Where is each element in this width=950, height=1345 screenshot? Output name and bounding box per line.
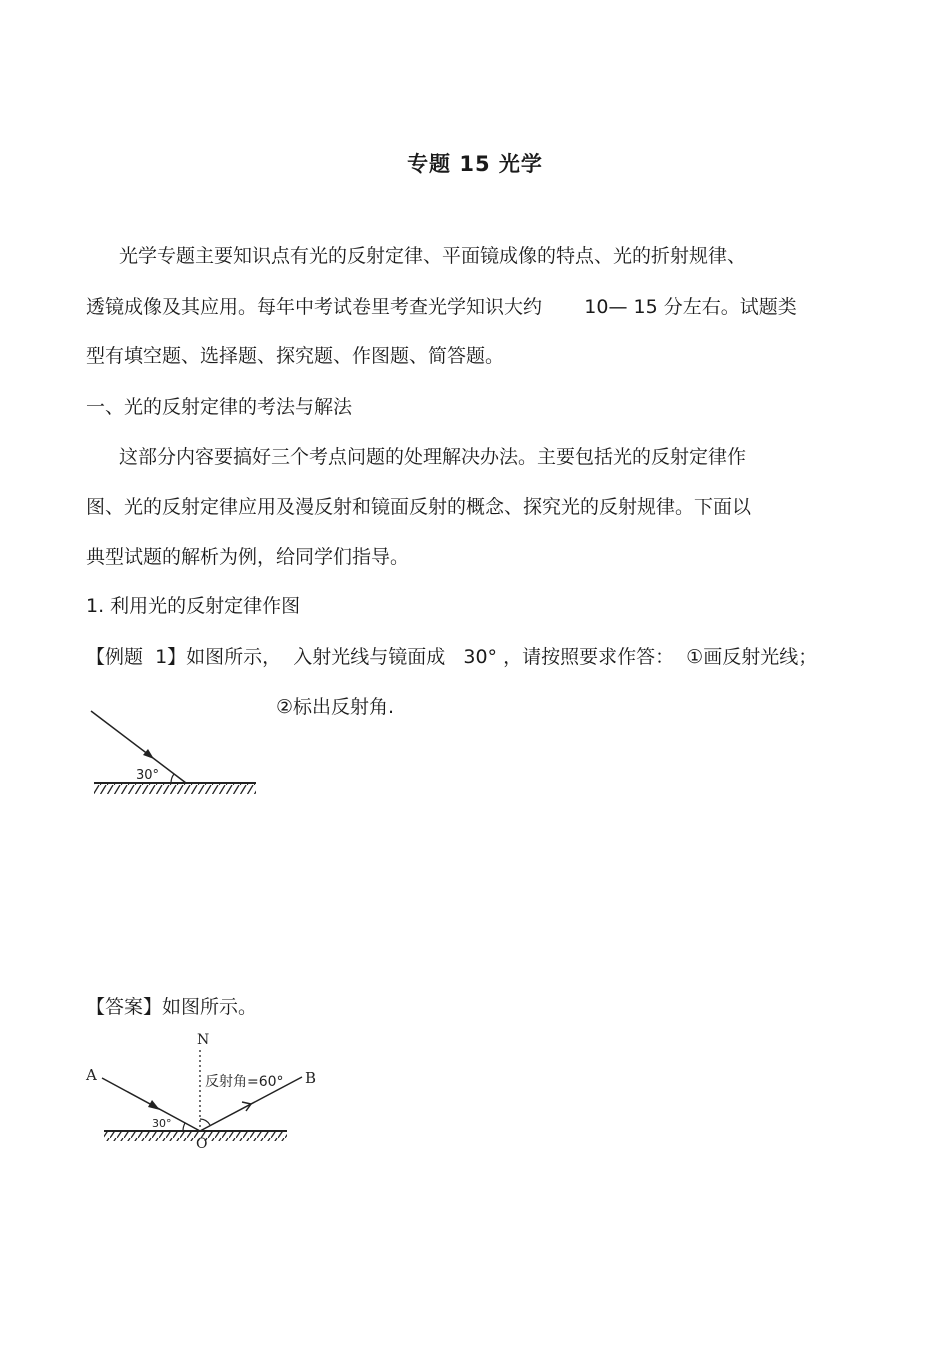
angle-label: 30° xyxy=(136,768,160,783)
incident-arrow-icon xyxy=(148,1100,160,1110)
figure-incident-ray xyxy=(86,705,266,815)
section-body-line-2: 图、光的反射定律应用及漫反射和镜面反射的概念、探究光的反射规律。下面以 xyxy=(86,496,752,518)
section-body-line-3: 典型试题的解析为例，给同学们指导。 xyxy=(86,546,410,568)
page-title: 专题 15 光学 xyxy=(407,152,543,176)
figure-answer xyxy=(82,1030,332,1150)
section-heading: 一、光的反射定律的考法与解法 xyxy=(86,396,353,418)
example-1-question-cont: ②标出反射角. xyxy=(276,696,395,718)
intro-line-2: 透镜成像及其应用。每年中考试卷里考查光学知识大约 10— 15 分左右。试题类 xyxy=(86,296,797,318)
point-a-label: A xyxy=(86,1066,97,1084)
incident-angle-label: 30° xyxy=(152,1117,172,1130)
intro-line-1: 光学专题主要知识点有光的反射定律、平面镜成像的特点、光的折射规律、 xyxy=(119,245,747,267)
reflection-angle-arc xyxy=(200,1119,210,1125)
point-b-label: B xyxy=(305,1069,317,1087)
normal-label: N xyxy=(197,1032,210,1048)
subsection-heading: 1. 利用光的反射定律作图 xyxy=(86,595,301,617)
reflection-angle-label: 反射角=60° xyxy=(205,1074,284,1090)
point-o-label: O xyxy=(196,1136,208,1152)
section-body-line-1: 这部分内容要搞好三个考点问题的处理解决办法。主要包括光的反射定律作 xyxy=(119,446,747,468)
example-1-question: 【例题 1】如图所示， 入射光线与镜面成 30° ，请按照要求作答： ①画反射光线； xyxy=(86,646,818,668)
intro-line-3: 型有填空题、选择题、探究题、作图题、简答题。 xyxy=(86,345,505,367)
mirror-hatching xyxy=(94,784,256,794)
incident-arrow-icon xyxy=(143,749,154,759)
answer-label: 【答案】如图所示。 xyxy=(86,996,258,1018)
incident-angle-arc xyxy=(183,1123,185,1131)
angle-arc xyxy=(171,774,174,783)
